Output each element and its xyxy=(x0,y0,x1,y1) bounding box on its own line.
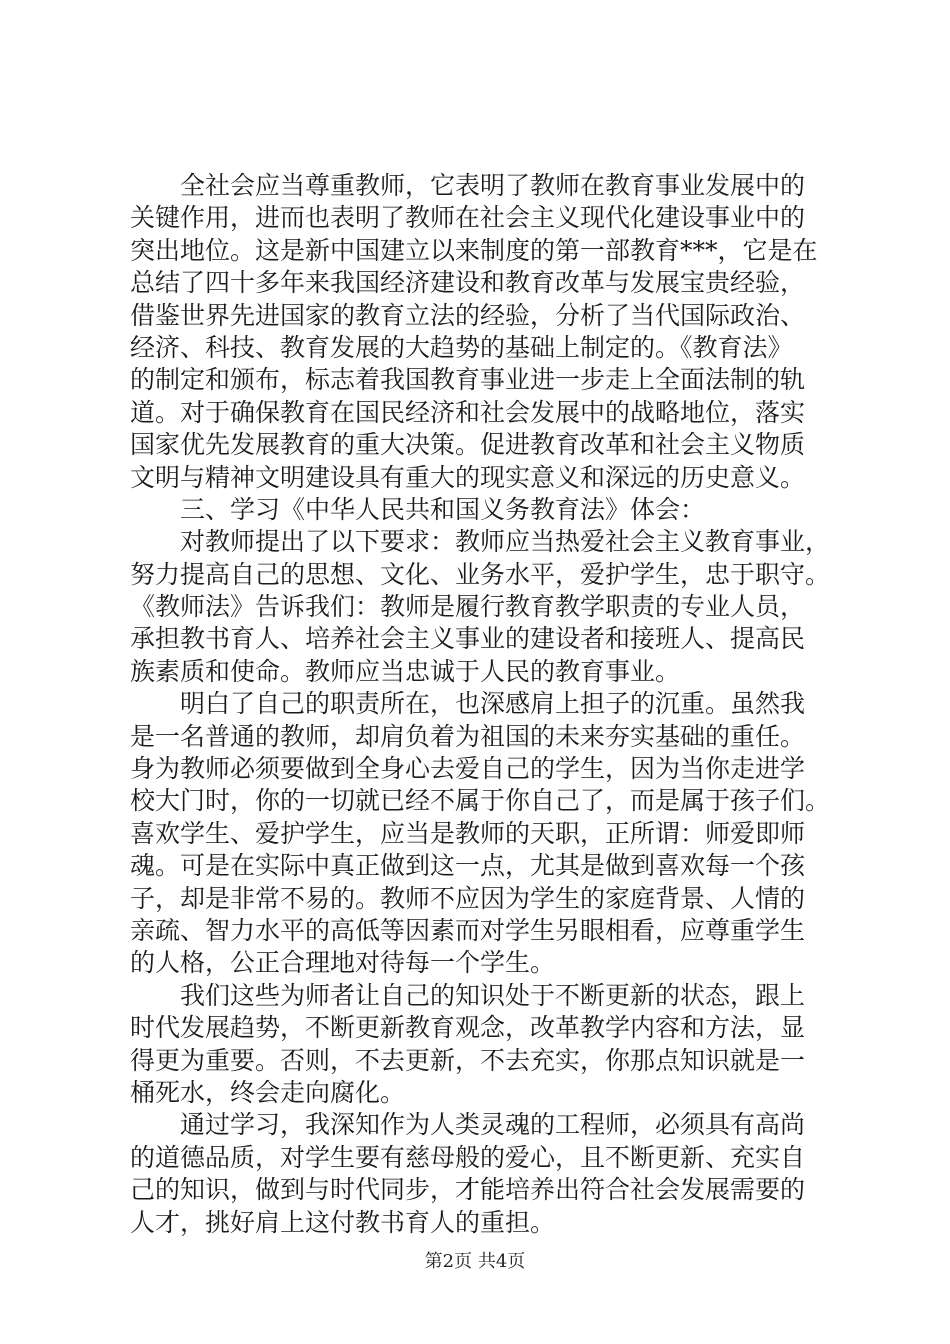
text-line: 身为教师必须要做到全身心去爱自己的学生，因为当你走进学 xyxy=(130,754,806,784)
text-line: 借鉴世界先进国家的教育立法的经验，分析了当代国际政治、 xyxy=(130,300,806,330)
text-line: 子，却是非常不易的。教师不应因为学生的家庭背景、人情的 xyxy=(130,883,806,913)
text-line: 承担教书育人、培养社会主义事业的建设者和接班人、提高民 xyxy=(130,624,806,654)
text-line: 关键作用，进而也表明了教师在社会主义现代化建设事业中的 xyxy=(130,203,806,233)
document-body xyxy=(130,170,830,1239)
text-line: 道。对于确保教育在国民经济和社会发展中的战略地位，落实 xyxy=(130,397,806,427)
text-line: 对教师提出了以下要求：教师应当热爱社会主义教育事业， xyxy=(180,527,830,557)
page-footer xyxy=(0,1247,950,1273)
text-line: 的道德品质，对学生要有慈母般的爱心，且不断更新、充实自 xyxy=(130,1142,806,1172)
text-line: 的人格，公正合理地对待每一个学生。 xyxy=(130,948,556,978)
text-line: 魂。可是在实际中真正做到这一点，尤其是做到喜欢每一个孩 xyxy=(130,851,806,881)
text-line: 时代发展趋势，不断更新教育观念，改革教学内容和方法，显 xyxy=(130,1013,806,1043)
text-line: 经济、科技、教育发展的大趋势的基础上制定的。《教育法》 xyxy=(130,332,793,362)
text-line: 人才，挑好肩上这付教书育人的重担。 xyxy=(130,1207,556,1237)
text-line: 桶死水，终会走向腐化。 xyxy=(130,1077,406,1107)
text-line: 的制定和颁布，标志着我国教育事业进一步走上全面法制的轨 xyxy=(130,365,806,395)
text-line: 校大门时，你的一切就已经不属于你自己了，而是属于孩子们。 xyxy=(130,786,830,816)
page-number: 第2页 共4页 xyxy=(424,1251,526,1272)
text-line: 族素质和使命。教师应当忠诚于人民的教育事业。 xyxy=(130,656,681,686)
text-line: 全社会应当尊重教师，它表明了教师在教育事业发展中的 xyxy=(180,171,806,200)
text-line: 《教师法》告诉我们：教师是履行教育教学职责的专业人员， xyxy=(130,592,806,622)
text-line: 明白了自己的职责所在，也深感肩上担子的沉重。虽然我 xyxy=(180,689,806,719)
text-line: 国家优先发展教育的重大决策。促进教育改革和社会主义物质 xyxy=(130,430,806,460)
text-line: 亲疏、智力水平的高低等因素而对学生另眼相看，应尊重学生 xyxy=(130,915,806,945)
text-line: 己的知识，做到与时代同步，才能培养出符合社会发展需要的 xyxy=(130,1175,806,1205)
text-line: 突出地位。这是新中国建立以来制度的第一部教育***，它是在 xyxy=(130,235,818,265)
text-line: 得更为重要。否则，不去更新，不去充实，你那点知识就是一 xyxy=(130,1045,806,1075)
text-line: 总结了四十多年来我国经济建设和教育改革与发展宝贵经验， xyxy=(130,268,806,298)
text-line: 通过学习，我深知作为人类灵魂的工程师，必须具有高尚 xyxy=(180,1110,806,1140)
text-line: 是一名普通的教师，却肩负着为祖国的未来夯实基础的重任。 xyxy=(130,721,806,751)
text-line: 努力提高自己的思想、文化、业务水平，爱护学生，忠于职守。 xyxy=(130,559,830,589)
section-heading: 三、学习《中华人民共和国义务教育法》体会： xyxy=(180,494,706,524)
text-line: 文明与精神文明建设具有重大的现实意义和深远的历史意义。 xyxy=(130,462,806,492)
text-line: 我们这些为师者让自己的知识处于不断更新的状态，跟上 xyxy=(180,980,806,1010)
text-line: 喜欢学生、爱护学生，应当是教师的天职，正所谓：师爱即师 xyxy=(130,818,806,848)
